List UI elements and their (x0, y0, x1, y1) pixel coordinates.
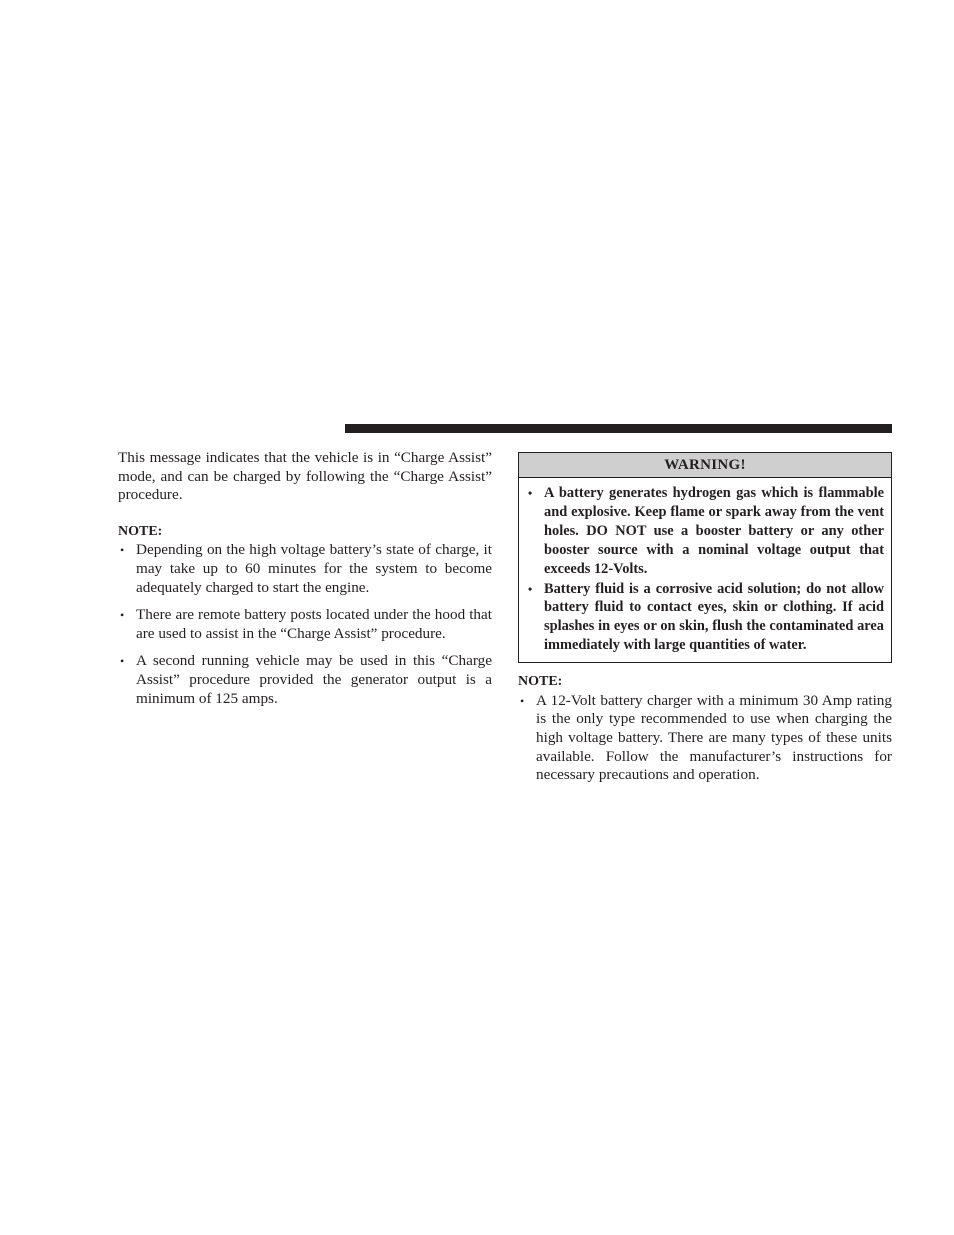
note-list (118, 541, 492, 708)
list-item (518, 692, 892, 785)
list-item (526, 580, 884, 656)
list-item (118, 606, 492, 643)
note-heading: NOTE: (518, 674, 563, 690)
note-text: Depending on the high voltage battery’s state of charge, it may take up to 60 minutes for the system to become adequately charged to start the engine. (136, 541, 492, 596)
warning-text: Battery fluid is a corrosive acid solution; do not allow battery fluid to contact eyes, skin or clothing. If acid splashes in eyes or on skin, flush the contaminated area immediately with large quantities of water. (544, 580, 884, 654)
right-column (518, 452, 892, 794)
header-rule (345, 424, 892, 433)
warning-title: WARNING! (519, 453, 891, 478)
bullet-icon: • (120, 654, 125, 669)
warning-box (518, 452, 892, 663)
bullet-icon: • (528, 486, 533, 500)
warning-list (526, 484, 884, 655)
bullet-icon: • (520, 693, 525, 708)
note-text: There are remote battery posts located under the hood that are used to assist in the “Charge Assist” procedure. (136, 606, 492, 642)
left-column (118, 449, 492, 717)
warning-body (519, 478, 891, 662)
note-text: A 12-Volt battery charger with a minimum 30 Amp rating is the only type recommended to use when charging the high voltage battery. There are many types of these units available. Follow the manufacturer’s instructions for necessary precautions and operation. (536, 691, 892, 784)
bullet-icon: • (120, 608, 125, 623)
warning-text: A battery generates hydrogen gas which is flammable and explosive. Keep flame or spark away from the vent holes. DO NOT use a booster battery or any other booster source with a nominal voltage output that exceeds 12-Volts. (544, 485, 884, 577)
note-heading: NOTE: (118, 523, 163, 539)
note-list (518, 692, 892, 785)
bullet-icon: • (528, 581, 533, 596)
list-item (118, 541, 492, 597)
bullet-icon: • (120, 543, 125, 558)
list-item (118, 652, 492, 708)
intro-paragraph: This message indicates that the vehicle is in “Charge Assist” mode, and can be charged by following the “Charge Assist” procedure. (118, 449, 492, 504)
list-item (526, 484, 884, 579)
note-text: A second running vehicle may be used in this “Charge Assist” procedure provided the generator output is a minimum of 125 amps. (136, 652, 492, 707)
